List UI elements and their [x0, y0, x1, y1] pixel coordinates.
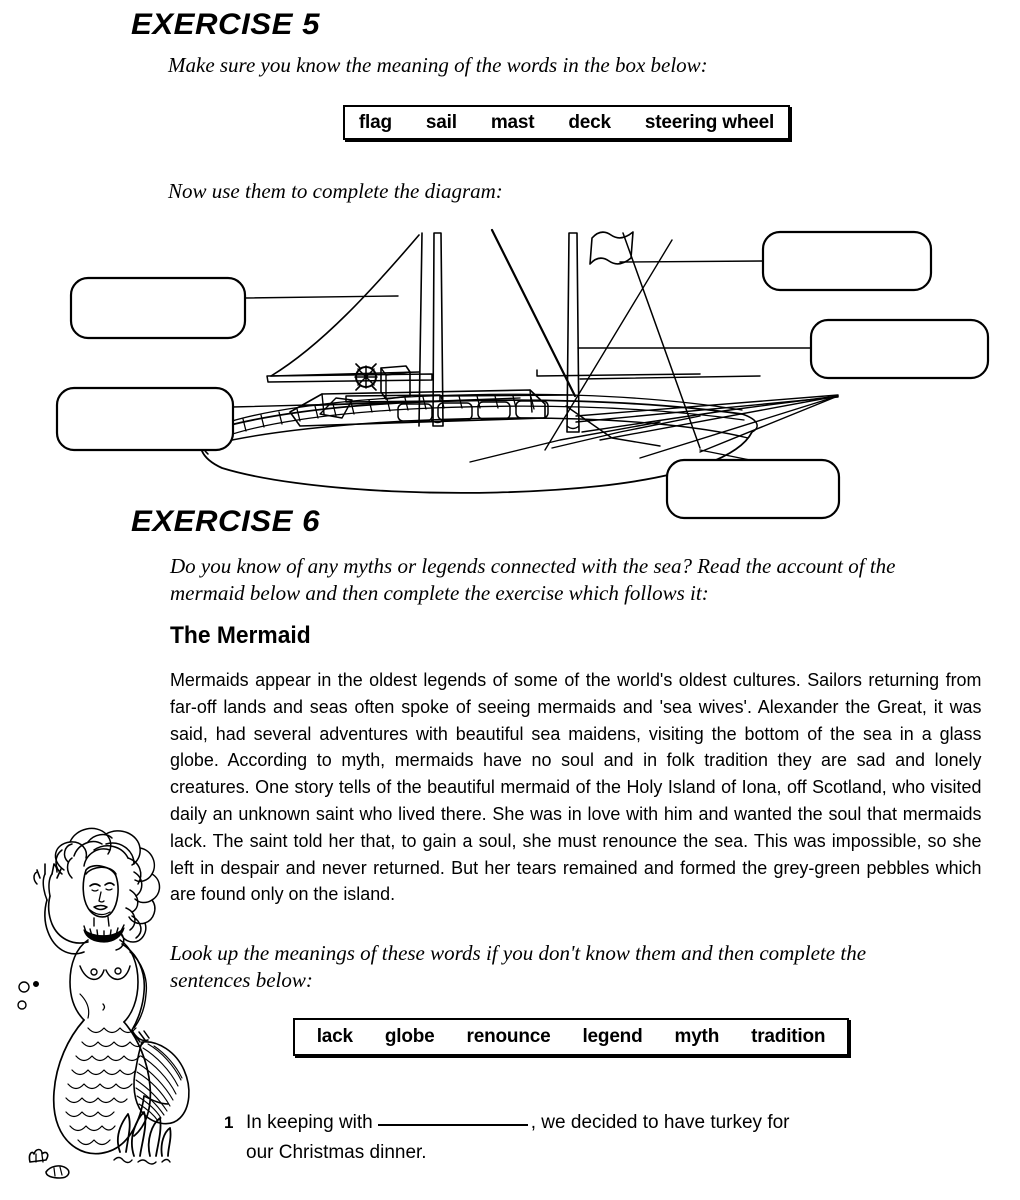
wordbank-word[interactable]: lack	[316, 1026, 353, 1047]
sailing-boat-diagram	[0, 200, 1020, 520]
wordbank-word[interactable]: flag	[358, 111, 392, 133]
wordbank-vocabulary	[293, 1018, 849, 1056]
mizzen-mast	[567, 233, 579, 432]
wordbank-word[interactable]: deck	[568, 111, 611, 133]
wordbank-word[interactable]: mast	[490, 111, 535, 133]
mermaid-torso	[70, 940, 138, 1022]
question-1	[224, 1108, 924, 1168]
mermaid-raised-arm	[34, 864, 88, 954]
wordbank-ship-parts-words	[342, 112, 791, 134]
question-1-answer-blank[interactable]	[378, 1124, 528, 1126]
mermaid-svg	[2, 812, 202, 1192]
exercise-5-instruction-diagram: Now use them to complete the diagram:	[168, 179, 503, 203]
deck-rail	[212, 394, 744, 440]
callout-middle-right	[811, 320, 988, 378]
wordbank-word[interactable]: sail	[425, 111, 457, 133]
wordbank-vocabulary-words	[301, 1026, 842, 1048]
vocab-instruction-line-1: Look up the meanings of these words if you don't know them and then complete the	[170, 941, 867, 965]
question-1-line-1	[246, 1108, 924, 1138]
wordbank-word[interactable]: globe	[384, 1026, 435, 1047]
wordbank-word[interactable]: myth	[674, 1026, 720, 1047]
callout-bottom-right	[667, 460, 839, 518]
exercise-5-instruction-words: Make sure you know the meaning of the words in the box below:	[168, 53, 708, 77]
mermaid-tail-scales	[66, 1028, 144, 1145]
mermaid-lowered-arm	[122, 944, 149, 1042]
callout-upper-left	[71, 278, 245, 338]
callout-lower-left	[57, 388, 233, 450]
mainsail	[492, 230, 700, 450]
wordbank-word[interactable]: tradition	[751, 1026, 826, 1047]
bubbles	[18, 982, 39, 1010]
exercise-6-instruction-line-2: mermaid below and then complete the exercise which follows it:	[170, 581, 709, 605]
question-1-text-after: , we decided to have turkey for	[530, 1112, 790, 1133]
wordbank-word[interactable]: renounce	[466, 1026, 551, 1047]
mermaid-face	[83, 866, 118, 917]
seaweed	[114, 1112, 171, 1164]
flag	[590, 232, 633, 264]
question-1-number: 1	[224, 1113, 234, 1132]
foresail	[271, 235, 419, 376]
mermaid-passage: Mermaids appear in the oldest legends of some of the world's oldest cultures. Sailors returning from far-off lands and seas often spoke of seeing mermaids and 'sea wives'. Alexander the Great, it was said, had several adventures with beautiful sea maidens, visiting the bottom of the sea in a glass globe. According to myth, mermaids have no soul and in folk tradition they are sad and lonely creatures. One story tells of the beautiful mermaid of the Holy Island of Iona, off Scotland, who visited daily an unknown saint who lived there. She was in love with him and wanted the soul that mermaids lack. The saint told her that, to gain a soul, she must renounce the sea. This was impossible, so she left in despair and never returned. But her tears remained and formed the grey-green pebbles which are found only on the island.	[170, 669, 982, 905]
question-1-text-before: In keeping with	[246, 1112, 373, 1133]
sailing-boat-svg	[0, 200, 1020, 520]
callout-boxes	[57, 232, 988, 518]
wordbank-word[interactable]: legend	[582, 1026, 643, 1047]
exercise-5-heading: EXERCISE 5	[131, 8, 321, 41]
starfish-and-shell	[29, 1150, 68, 1179]
question-1-line-2: our Christmas dinner.	[246, 1142, 427, 1163]
helm-console	[381, 366, 410, 399]
wordbank-ship-parts	[343, 105, 790, 140]
vocab-instruction-line-2: sentences below:	[170, 968, 313, 992]
exercise-6-instruction-line-1: Do you know of any myths or legends connected with the sea? Read the account of the	[170, 554, 896, 578]
mermaid-section-title: The Mermaid	[170, 622, 311, 649]
wordbank-word[interactable]: steering wheel	[644, 111, 775, 133]
steering-wheel	[355, 364, 377, 390]
mermaid-illustration	[2, 812, 202, 1192]
exercise-6-heading: EXERCISE 6	[131, 505, 321, 538]
mermaid-necklace	[84, 917, 124, 942]
callout-upper-right	[763, 232, 931, 290]
